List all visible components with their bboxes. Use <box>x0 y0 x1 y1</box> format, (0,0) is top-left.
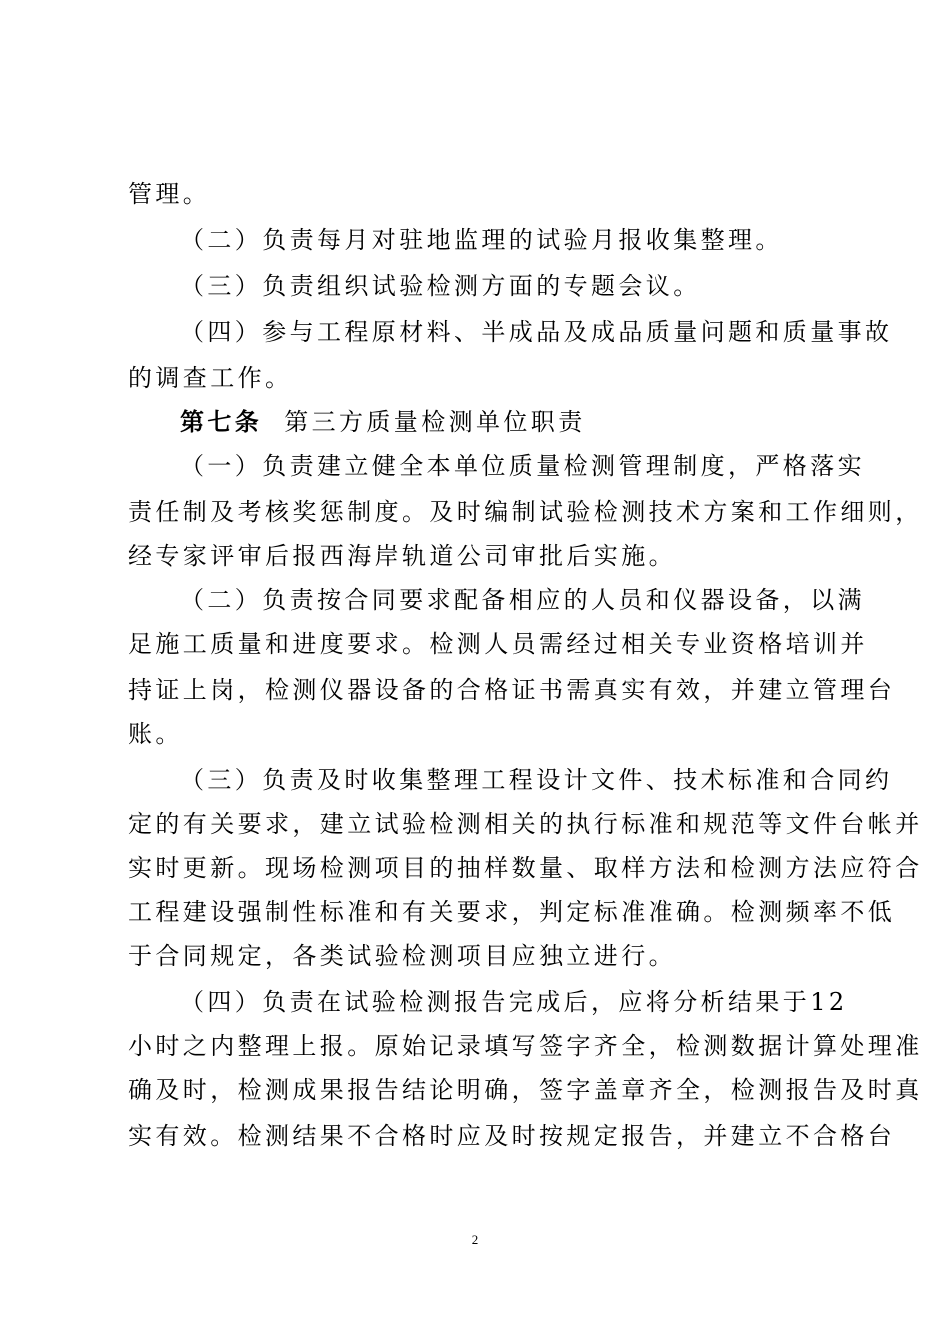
text-line: （四）参与工程原材料、半成品及成品质量问题和质量事故 <box>180 318 893 346</box>
text-line: 账。 <box>128 720 183 748</box>
text-line: 持证上岗，检测仪器设备的合格证书需真实有效，并建立管理台 <box>128 676 896 704</box>
text-line: 的调查工作。 <box>128 364 293 392</box>
text-line: （一）负责建立健全本单位质量检测管理制度，严格落实 <box>180 452 865 480</box>
text-line: 于合同规定，各类试验检测项目应独立进行。 <box>128 942 676 970</box>
text-line: （三）负责组织试验检测方面的专题会议。 <box>180 272 701 300</box>
text-line: 定的有关要求，建立试验检测相关的执行标准和规范等文件台帐并 <box>128 810 923 838</box>
text-line: 确及时，检测成果报告结论明确，签字盖章齐全，检测报告及时真 <box>128 1076 923 1104</box>
article-title: 第三方质量检测单位职责 <box>284 408 586 436</box>
text-line: （四）负责在试验检测报告完成后，应将分析结果于12 <box>180 988 848 1016</box>
text-line: 责任制及考核奖惩制度。及时编制试验检测技术方案和工作细则， <box>128 498 923 526</box>
text-line: 管理。 <box>128 180 211 208</box>
text-line: 实时更新。现场检测项目的抽样数量、取样方法和检测方法应符合 <box>128 854 923 882</box>
text-line: （二）负责每月对驻地监理的试验月报收集整理。 <box>180 226 783 254</box>
text-line: 实有效。检测结果不合格时应及时按规定报告，并建立不合格台 <box>128 1122 896 1150</box>
text-line: 工程建设强制性标准和有关要求，判定标准准确。检测频率不低 <box>128 898 896 926</box>
article-heading <box>180 406 586 438</box>
text-line: 足施工质量和进度要求。检测人员需经过相关专业资格培训并 <box>128 630 868 658</box>
text-line: （二）负责按合同要求配备相应的人员和仪器设备，以满 <box>180 586 865 614</box>
page-number: 2 <box>471 1232 479 1247</box>
article-number: 第七条 <box>180 407 263 436</box>
text-line: 小时之内整理上报。原始记录填写签字齐全，检测数据计算处理准 <box>128 1032 923 1060</box>
text-line: （三）负责及时收集整理工程设计文件、技术标准和合同约 <box>180 766 893 794</box>
text-line: 经专家评审后报西海岸轨道公司审批后实施。 <box>128 542 676 570</box>
